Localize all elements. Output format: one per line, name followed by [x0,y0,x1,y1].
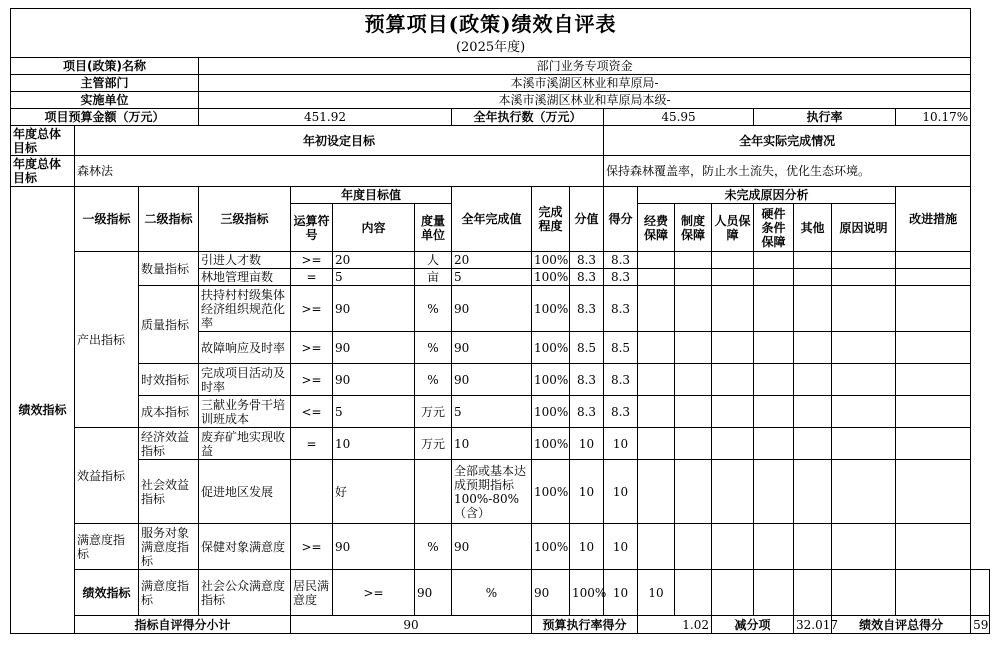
header-reason: 未完成原因分析 [638,187,896,204]
table-row-op: >= [291,524,333,570]
table-row-unit: % [415,524,452,570]
table-row-got: 8.3 [604,286,638,332]
table-row-content: 90 [333,364,415,396]
dept-label: 主管部门 [11,75,199,92]
budget-score-value: 1.02 [638,616,712,634]
table-row-op: >= [291,364,333,396]
evaluation-table [10,8,990,634]
table-row-unit: % [452,570,532,616]
table-row-done: 5 [452,269,532,286]
table-row-content: 90 [333,524,415,570]
header-r6: 原因说明 [832,204,896,252]
table-row-name: 扶持村村级集体经济组织规范化率 [199,286,291,332]
budget-label: 项目预算金额（万元） [11,109,199,126]
goal-actual-value: 保持森林覆盖率，防止水土流失，优化生态环境。 [604,156,971,187]
table-row-name: 完成项目活动及时率 [199,364,291,396]
perf-label: 绩效指标 [11,187,75,634]
table-row-unit: % [415,286,452,332]
table-row-done: 90 [452,332,532,364]
table-row-content: 90 [333,286,415,332]
dept-value: 本溪市溪湖区林业和草原局- [199,75,971,92]
table-row-done: 90 [532,570,570,616]
table-row-degree: 100% [532,286,570,332]
table-row-op: <= [291,396,333,428]
table-row-got: 10 [638,570,675,616]
table-row-unit [415,460,452,524]
table-row-score: 8.3 [570,364,604,396]
group-econ: 经济效益指标 [139,428,199,460]
table-row-unit: 人 [415,252,452,269]
table-row-content: 好 [333,460,415,524]
table-row-degree: 100% [532,252,570,269]
header-level1: 一级指标 [75,187,139,252]
table-row-unit: % [415,332,452,364]
table-row-got: 8.3 [604,269,638,286]
table-row-content: 90 [333,332,415,364]
subtotal-value: 90 [291,616,532,634]
header-done: 全年完成值 [452,187,532,252]
perf-label-2: 绩效指标 [75,570,139,616]
rate-label: 执行率 [754,109,896,126]
header-r5: 其他 [794,204,832,252]
table-row-op: >= [333,570,415,616]
table-row-got: 10 [604,460,638,524]
group-benefit: 效益指标 [75,428,139,524]
table-row-score: 10 [570,524,604,570]
table-row-done: 90 [452,364,532,396]
table-row-done: 10 [452,428,532,460]
project-name-value: 部门业务专项资金 [199,58,971,75]
table-row-content: 20 [333,252,415,269]
executed-value: 45.95 [604,109,754,126]
table-row-score: 8.3 [570,286,604,332]
table-row-name: 居民满意度 [291,570,333,616]
table-row-done: 90 [452,524,532,570]
table-row-name: 三献业务骨干培训班成本 [199,396,291,428]
table-row-got: 10 [604,524,638,570]
header-level2: 二级指标 [139,187,199,252]
table-row-op: >= [291,252,333,269]
table-row-op: = [291,428,333,460]
page-title: 预算项目(政策)绩效自评表 [11,9,971,40]
group-time: 时效指标 [139,364,199,396]
table-row-degree: 100% [532,364,570,396]
header-unit: 度量单位 [415,204,452,252]
table-row-score: 8.3 [570,396,604,428]
group-service: 服务对象满意度指标 [139,524,199,570]
table-row-score: 10 [604,570,638,616]
executed-label: 全年执行数（万元） [452,109,604,126]
table-row-op: >= [291,332,333,364]
table-row-degree: 100% [532,332,570,364]
table-row-got: 8.5 [604,332,638,364]
table-row-name: 促进地区发展 [199,460,291,524]
table-row-got: 8.3 [604,364,638,396]
table-row-got: 8.3 [604,396,638,428]
goal-initial-value: 森林法 [75,156,604,187]
table-row-op: >= [291,286,333,332]
goal-label-2: 年度总体目标 [11,156,75,187]
group-satisfaction-2: 满意度指标 [139,570,199,616]
table-row-name: 废弃矿地实现收益 [199,428,291,460]
deduct-label: 减分项 [712,616,794,634]
header-target: 年度目标值 [291,187,452,204]
table-row-degree: 100% [570,570,604,616]
table-row-degree: 100% [532,396,570,428]
table-row-content: 90 [415,570,452,616]
table-row-unit: 万元 [415,396,452,428]
goal-initial-label: 年初设定目标 [75,126,604,156]
project-name-label: 项目(政策)名称 [11,58,199,75]
table-row-name: 保健对象满意度 [199,524,291,570]
goal-actual-label: 全年实际完成情况 [604,126,971,156]
table-row-score: 8.3 [570,252,604,269]
table-row-unit: 万元 [415,428,452,460]
header-r3: 人员保障 [712,204,754,252]
group-quantity: 数量指标 [139,252,199,286]
table-row-score: 10 [570,460,604,524]
budget-score-label: 预算执行率得分 [532,616,638,634]
table-row-score: 8.5 [570,332,604,364]
table-row-name: 故障响应及时率 [199,332,291,364]
table-row-content: 10 [333,428,415,460]
group-satisfaction: 满意度指标 [75,524,139,570]
table-row-op: = [291,269,333,286]
table-row-name: 引进人才数 [199,252,291,269]
header-degree: 完成程度 [532,187,570,252]
header-content: 内容 [333,204,415,252]
table-row-score: 8.3 [570,269,604,286]
table-row-op [291,460,333,524]
header-improve: 改进措施 [896,187,971,252]
total-value: 59 [971,616,990,634]
header-r2: 制度保障 [675,204,712,252]
header-r4: 硬件条件保障 [754,204,794,252]
total-label: 绩效自评总得分 [832,616,971,634]
table-row-done: 20 [452,252,532,269]
group-public: 社会公众满意度指标 [199,570,291,616]
group-output: 产出指标 [75,252,139,428]
goal-label: 年度总体目标 [11,126,75,156]
table-row-done: 5 [452,396,532,428]
unit-label: 实施单位 [11,92,199,109]
budget-value: 451.92 [199,109,452,126]
table-row-got: 8.3 [604,252,638,269]
subtotal-label: 指标自评得分小计 [75,616,291,634]
group-quality: 质量指标 [139,286,199,364]
table-row-done: 全部或基本达成预期指标100%-80%（含） [452,460,532,524]
table-row-degree: 100% [532,269,570,286]
group-social: 社会效益指标 [139,460,199,524]
table-row-degree: 100% [532,524,570,570]
table-row-content: 5 [333,396,415,428]
table-row-done: 90 [452,286,532,332]
table-row-score: 10 [570,428,604,460]
header-level3: 三级指标 [199,187,291,252]
table-row-got: 10 [604,428,638,460]
table-row-degree: 100% [532,428,570,460]
header-score: 分值 [570,187,604,252]
year-label: (2025年度) [11,39,971,58]
table-row-name: 林地管理亩数 [199,269,291,286]
header-got: 得分 [604,187,638,252]
table-row-degree: 100% [532,460,570,524]
deduct-value: 32.017 [794,616,832,634]
header-r1: 经费保障 [638,204,675,252]
group-cost: 成本指标 [139,396,199,428]
table-row-unit: % [415,364,452,396]
table-row-content: 5 [333,269,415,286]
unit-value: 本溪市溪湖区林业和草原局本级- [199,92,971,109]
rate-value: 10.17% [896,109,971,126]
header-op: 运算符号 [291,204,333,252]
table-row-unit: 亩 [415,269,452,286]
